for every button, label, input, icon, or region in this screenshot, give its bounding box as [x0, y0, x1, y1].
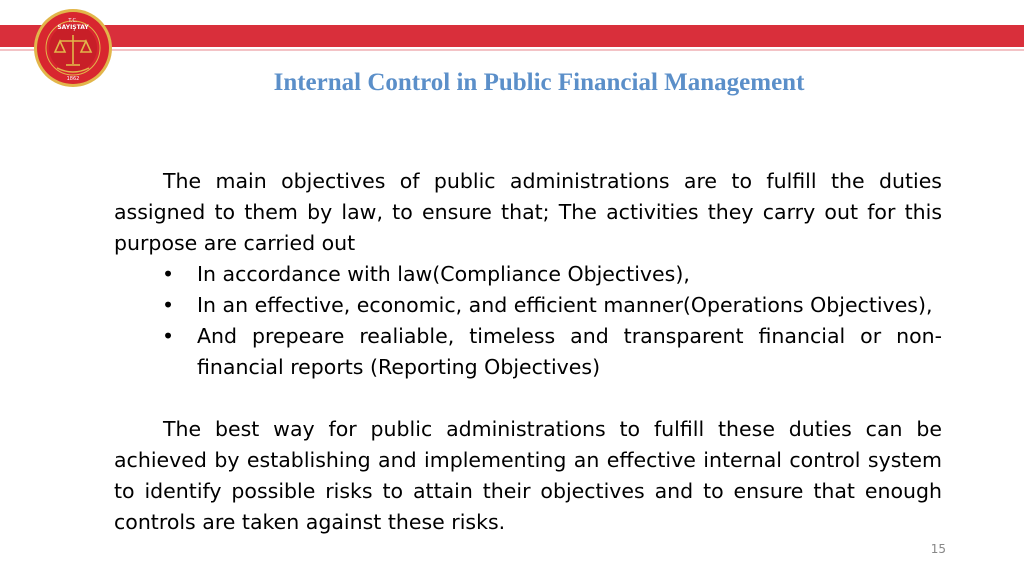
list-item-text: And prepeare realiable, timeless and transparent financial or non-financial reports (Reporting Objectives): [197, 324, 942, 379]
bullet-icon: •: [162, 262, 175, 286]
intro-paragraph: The main objectives of public administrations are to fulfill the duties assigned to them by law, to ensure that; The activities they carry out for this purpose are carried out: [114, 169, 942, 255]
list-item-text: In accordance with law(Compliance Objectives),: [197, 262, 690, 286]
objectives-list: [114, 259, 942, 383]
logo-bottom-text: 1862: [66, 76, 80, 82]
list-item: [114, 290, 942, 321]
list-item-text: In an effective, economic, and efficient manner(Operations Objectives),: [197, 293, 933, 317]
bullet-icon: •: [162, 324, 175, 348]
logo-name-text: SAYIŞTAY: [57, 24, 89, 31]
header-stripe-shadow: [0, 49, 1024, 51]
slide-title: Internal Control in Public Financial Management: [273, 69, 805, 96]
conclusion-paragraph: The best way for public administrations to fulfill these duties can be achieved by establishing and implementing an effective internal control system to identify possible risks to attain their objectives and to ensure that enough controls are taken against these risks.: [114, 417, 942, 534]
list-item: [114, 321, 942, 383]
slide-body: [114, 166, 942, 538]
bullet-icon: •: [162, 293, 175, 317]
logo-top-text: T.C.: [68, 18, 78, 24]
header-stripe: [0, 25, 1024, 47]
page-number: 15: [930, 542, 946, 556]
list-item: [114, 259, 942, 290]
